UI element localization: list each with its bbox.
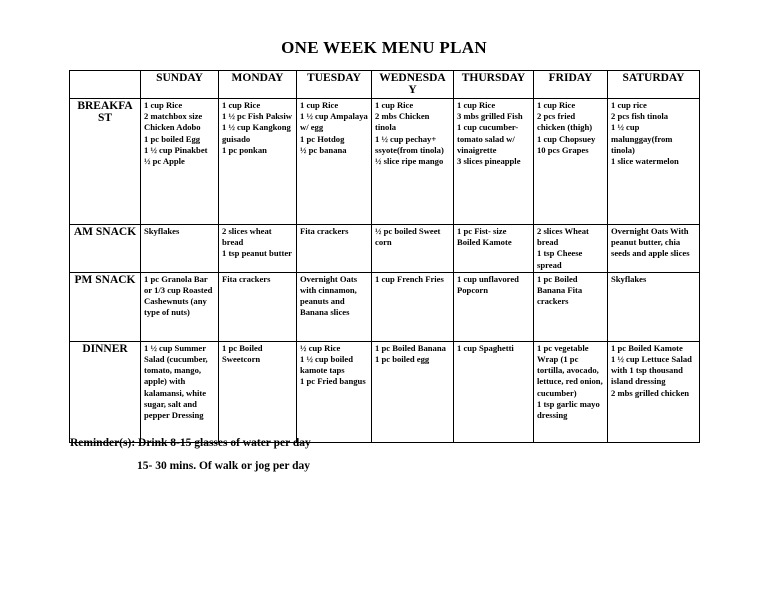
meal-cell bbox=[297, 225, 372, 273]
meal-item: 2 pcs fish tinola bbox=[611, 111, 669, 122]
meal-cell bbox=[141, 99, 219, 225]
meal-item: 1 ½ cup boiled kamote taps bbox=[300, 354, 354, 376]
meal-cell bbox=[297, 341, 372, 442]
meal-item: 1 cup rice bbox=[611, 100, 647, 110]
meal-item: ½ slice ripe mango bbox=[375, 156, 444, 167]
day-header: SUNDAY bbox=[141, 71, 219, 99]
meal-cell bbox=[372, 341, 454, 442]
meal-cell bbox=[372, 225, 454, 273]
meal-item: 1 pc boiled egg bbox=[375, 354, 430, 365]
meal-cell bbox=[534, 341, 608, 442]
meal-item: Fita crackers bbox=[300, 226, 349, 236]
meal-item: 2 slices wheat bread bbox=[222, 226, 272, 248]
day-header: FRIDAY bbox=[534, 71, 608, 99]
meal-item: ½ pc boiled Sweet corn bbox=[375, 226, 441, 248]
meal-cell bbox=[297, 272, 372, 341]
meal-cell bbox=[219, 225, 297, 273]
meal-item: 1 cup unflavored Popcorn bbox=[457, 273, 519, 296]
meal-cell bbox=[297, 99, 372, 225]
meal-item: 3 mbs grilled Fish bbox=[457, 111, 523, 122]
meal-item: 1 ½ cup malunggay(from tinola) bbox=[611, 122, 673, 155]
meal-item: 1 pc Boiled Banana Fita crackers bbox=[537, 273, 583, 307]
meal-cell bbox=[608, 341, 700, 442]
meal-item: 1 pc ponkan bbox=[222, 144, 267, 155]
meal-cell bbox=[141, 272, 219, 341]
meal-item: ½ cup Rice bbox=[300, 342, 341, 353]
meal-item: Skyflakes bbox=[144, 226, 180, 236]
meal-cell bbox=[534, 272, 608, 341]
meal-row bbox=[70, 99, 700, 225]
meal-item: 2 slices Wheat bread bbox=[537, 226, 589, 248]
meal-cell bbox=[219, 99, 297, 225]
meal-item: Fita crackers bbox=[222, 273, 271, 284]
meal-cell bbox=[608, 99, 700, 225]
meal-cell bbox=[454, 341, 534, 442]
meal-row bbox=[70, 225, 700, 273]
meal-item: 2 matchbox size Chicken Adobo bbox=[144, 111, 203, 133]
meal-item: 1 ½ pc Fish Paksiw bbox=[222, 111, 292, 122]
meal-item: ½ pc banana bbox=[300, 144, 347, 155]
menu-table bbox=[69, 70, 700, 443]
day-header: SATURDAY bbox=[608, 71, 700, 99]
meal-cell bbox=[534, 225, 608, 273]
meal-item: 1 cup Rice bbox=[375, 100, 414, 110]
meal-label: AM SNACK bbox=[70, 225, 141, 273]
meal-item: 2 mbs grilled chicken bbox=[611, 387, 690, 398]
meal-item: 1 pc Hotdog bbox=[300, 133, 345, 144]
meal-item: 1 ½ cup Summer Salad (cucumber, tomato, mango, apple) with kalamansi, white sugar, salt and pepper Dressing bbox=[144, 342, 208, 421]
meal-item: ½ pc Apple bbox=[144, 156, 185, 167]
meal-item: 3 slices pineapple bbox=[457, 156, 521, 167]
meal-item: 1 cup Rice bbox=[222, 100, 261, 110]
meal-cell bbox=[608, 272, 700, 341]
meal-item: 1 tsp Cheese spread bbox=[537, 248, 583, 270]
meal-item: 1 ½ cup Ampalaya w/ egg bbox=[300, 111, 368, 133]
header-row bbox=[70, 71, 700, 99]
meal-item: 2 mbs Chicken tinola bbox=[375, 111, 430, 133]
day-header: WEDNESDA Y bbox=[372, 71, 454, 99]
meal-label: DINNER bbox=[70, 341, 141, 442]
day-header: TUESDAY bbox=[297, 71, 372, 99]
meal-item: 1 ½ cup pechay+ ssyote(from tinola) bbox=[375, 133, 444, 155]
meal-cell bbox=[219, 272, 297, 341]
page-title: ONE WEEK MENU PLAN bbox=[281, 38, 487, 57]
meal-item: 1 ½ cup Kangkong guisado bbox=[222, 122, 291, 144]
meal-item: 1 pc Fist- size Boiled Kamote bbox=[457, 226, 512, 248]
meal-row bbox=[70, 272, 700, 341]
meal-item: 1 cup Chopsuey bbox=[537, 133, 596, 144]
day-header: THURSDAY bbox=[454, 71, 534, 99]
meal-item: 1 slice watermelon bbox=[611, 156, 679, 167]
meal-item: 1 ½ cup Lettuce Salad with 1 tsp thousand island dressing bbox=[611, 354, 692, 387]
meal-item: Overnight Oats with cinnamon, peanuts and Banana slices bbox=[300, 273, 358, 318]
meal-cell bbox=[534, 99, 608, 225]
meal-cell bbox=[141, 341, 219, 442]
meal-label: BREAKFA ST bbox=[70, 99, 141, 225]
meal-item: Overnight Oats With peanut butter, chia seeds and apple slices bbox=[611, 226, 690, 259]
meal-item: 1 pc vegetable Wrap (1 pc tortilla, avocado, lettuce, red onion, cucumber) bbox=[537, 342, 603, 398]
meal-cell bbox=[372, 272, 454, 341]
meal-label: PM SNACK bbox=[70, 272, 141, 341]
meal-item: 10 pcs Grapes bbox=[537, 144, 589, 155]
meal-item: 2 pcs fried chicken (thigh) bbox=[537, 111, 593, 133]
meal-item: 1 tsp garlic mayo dressing bbox=[537, 398, 600, 421]
meal-cell bbox=[372, 99, 454, 225]
meal-item: 1 cup Rice bbox=[537, 100, 576, 110]
meal-item: 1 pc boiled Egg bbox=[144, 133, 201, 144]
meal-item: 1 pc Boiled Kamote bbox=[611, 342, 683, 353]
meal-item: 1 cup Spaghetti bbox=[457, 342, 514, 353]
meal-cell bbox=[454, 272, 534, 341]
reminder-water: Reminder(s): Drink 8-15 glasses of water per day bbox=[70, 437, 311, 449]
meal-item: 1 pc Fried bangus bbox=[300, 376, 366, 387]
meal-item: Skyflakes bbox=[611, 273, 647, 284]
meal-cell bbox=[608, 225, 700, 273]
corner-cell bbox=[70, 71, 141, 99]
day-header: MONDAY bbox=[219, 71, 297, 99]
meal-item: 1 ½ cup Pinakbet bbox=[144, 144, 208, 155]
meal-item: 1 pc Boiled Sweetcorn bbox=[222, 342, 263, 365]
meal-item: 1 cup cucumber- tomato salad w/ vinaigrette bbox=[457, 122, 519, 155]
meal-item: 1 tsp peanut butter bbox=[222, 248, 292, 259]
meal-cell bbox=[141, 225, 219, 273]
meal-cell bbox=[454, 99, 534, 225]
meal-item: 1 cup Rice bbox=[457, 100, 496, 110]
reminder-exercise: 15- 30 mins. Of walk or jog per day bbox=[137, 460, 311, 472]
meal-item: 1 pc Boiled Banana bbox=[375, 342, 446, 353]
meal-item: 1 cup French Fries bbox=[375, 273, 444, 284]
meal-cell bbox=[219, 341, 297, 442]
meal-item: 1 cup Rice bbox=[144, 100, 183, 110]
meal-item: 1 pc Granola Bar or 1/3 cup Roasted Cashewnuts (any type of nuts) bbox=[144, 273, 213, 318]
meal-row bbox=[70, 341, 700, 442]
meal-cell bbox=[454, 225, 534, 273]
meal-item: 1 cup Rice bbox=[300, 100, 339, 110]
